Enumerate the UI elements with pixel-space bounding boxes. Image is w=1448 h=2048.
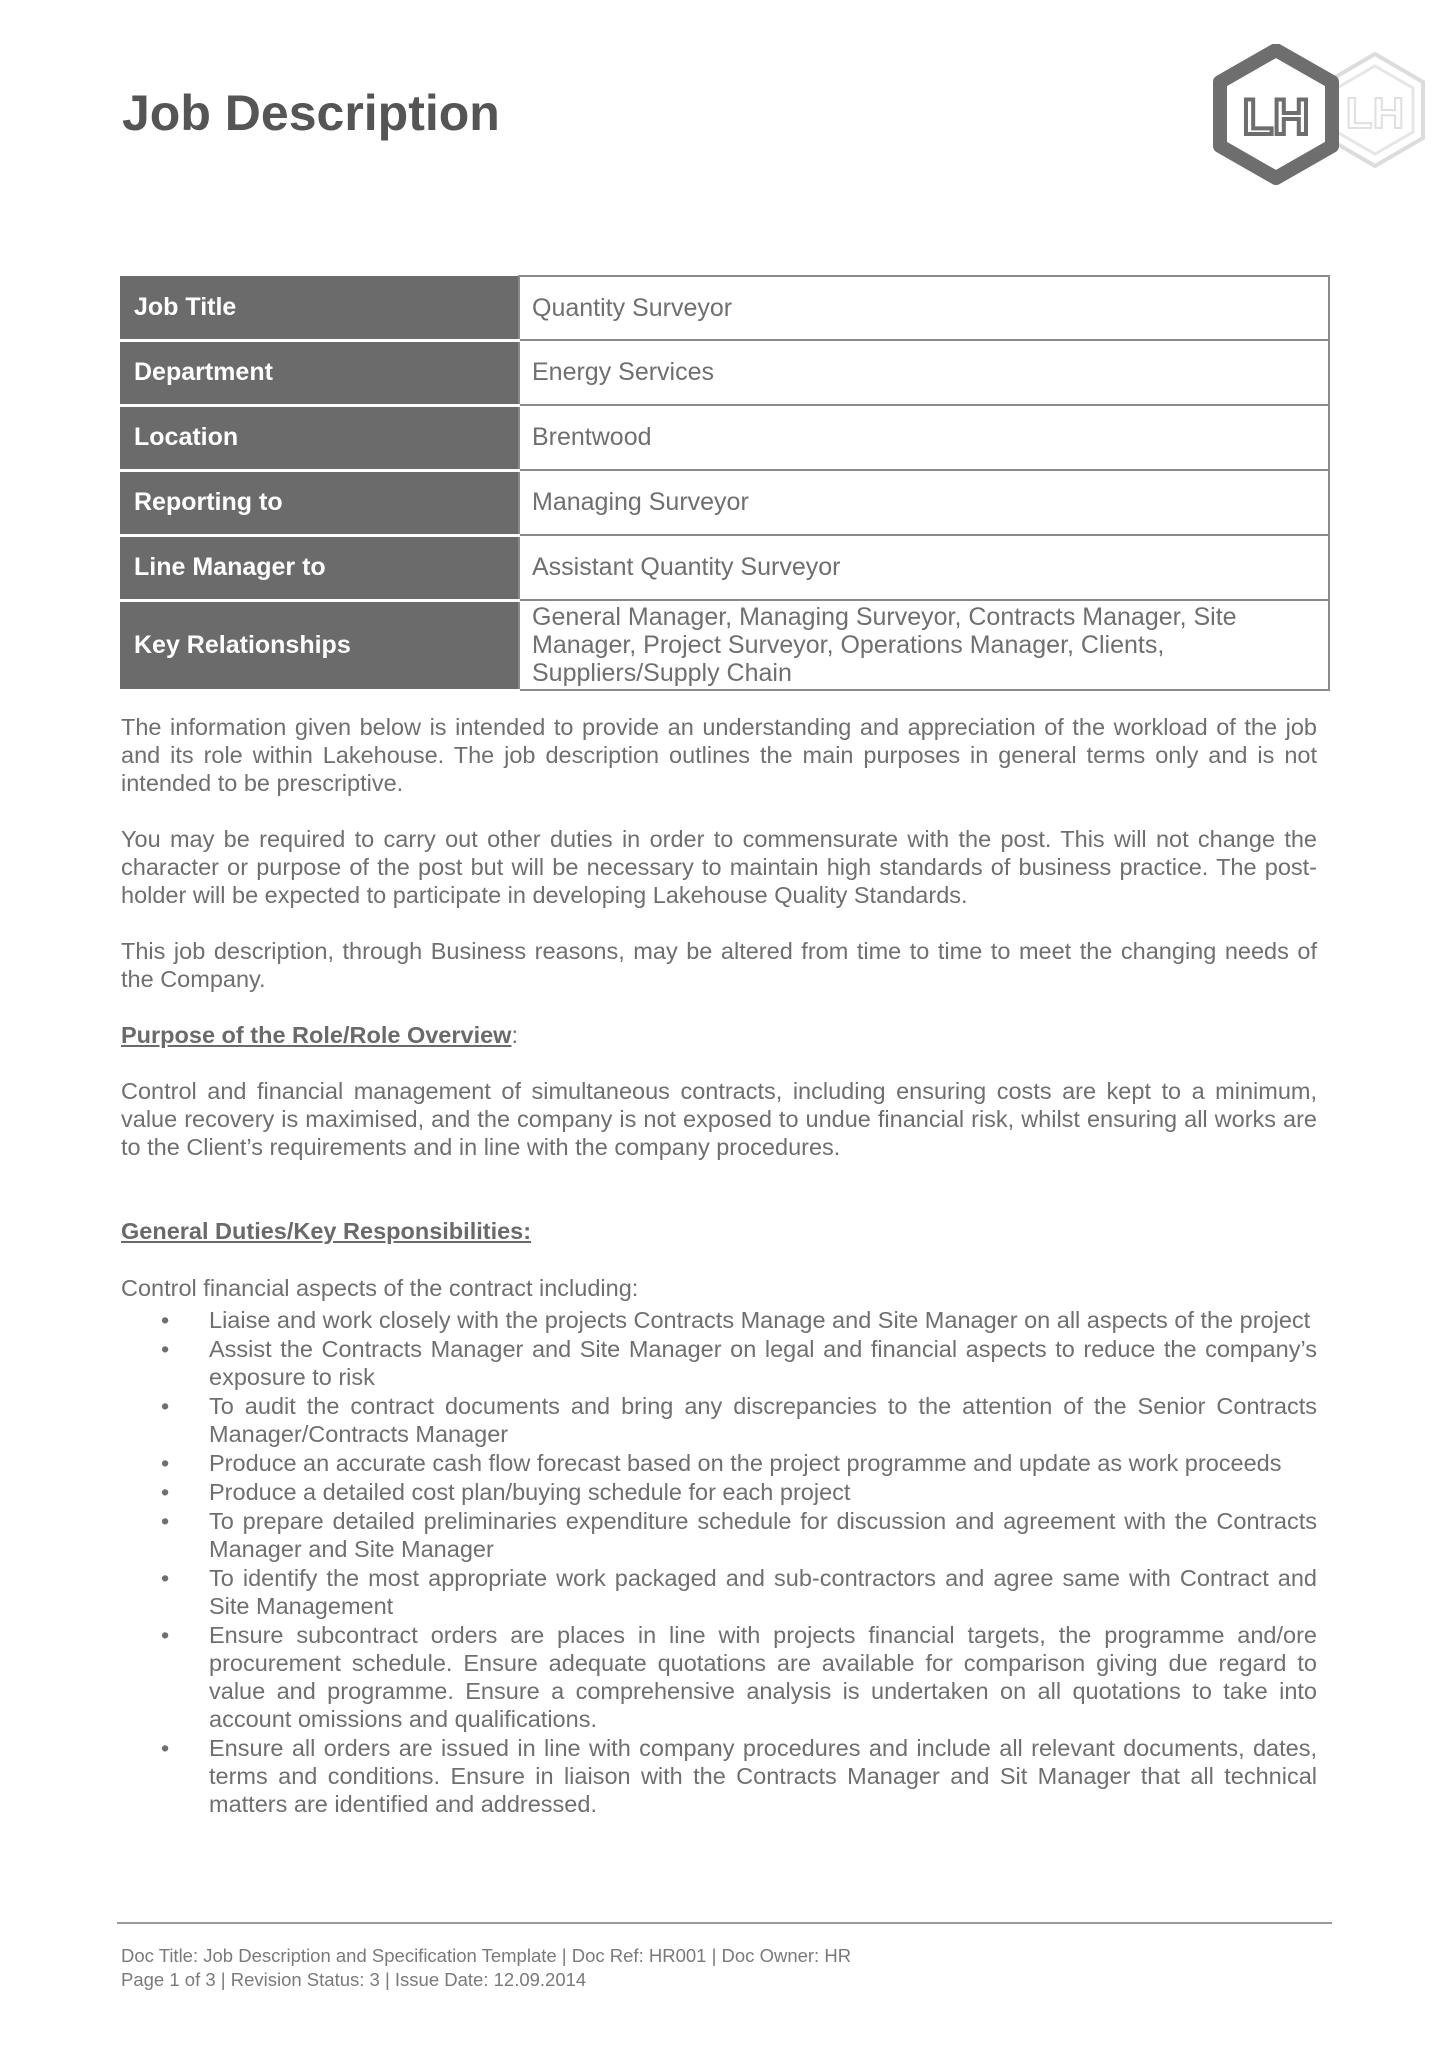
list-item-text: Assist the Contracts Manager and Site Manager on legal and financial aspects to reduce the company’s exposure to risk — [209, 1336, 1317, 1390]
list-item-text: Liaise and work closely with the projects Contracts Manage and Site Manager on all aspects of the project — [209, 1307, 1311, 1333]
list-item — [121, 1507, 1317, 1563]
reporting-to-value: Managing Surveyor — [519, 470, 1329, 535]
bullet-icon: • — [161, 1479, 170, 1505]
key-relationships-label: Key Relationships — [120, 600, 519, 690]
intro-paragraph-2 — [121, 825, 1317, 909]
svg-text:LH: LH — [1242, 89, 1310, 145]
bullet-icon: • — [161, 1622, 170, 1648]
duties-heading — [121, 1217, 1317, 1245]
duties-intro — [121, 1274, 1317, 1302]
table-row — [120, 600, 1329, 690]
bullet-icon: • — [161, 1450, 170, 1476]
table-row — [120, 340, 1329, 405]
duties-heading-text: General Duties/Key Responsibilities: — [121, 1218, 532, 1244]
intro-text-2: You may be required to carry out other duties in order to commensurate with the post. This will not change the character or purpose of the post but will be necessary to maintain high standards of business practice. The post-holder will be expected to participate in developing Lakehouse Quality Standards. — [121, 826, 1317, 908]
list-item — [121, 1449, 1317, 1477]
list-item — [121, 1335, 1317, 1391]
line-manager-to-value: Assistant Quantity Surveyor — [519, 535, 1329, 600]
list-item-text: To prepare detailed preliminaries expenditure schedule for discussion and agreement with the Contracts Manager and Site Manager — [209, 1508, 1317, 1562]
list-item — [121, 1306, 1317, 1334]
intro-paragraph-3 — [121, 937, 1317, 993]
table-row — [120, 405, 1329, 470]
job-title-label: Job Title — [120, 276, 519, 340]
list-item-text: To identify the most appropriate work packaged and sub-contractors and agree same with Contract and Site Management — [209, 1565, 1317, 1619]
bullet-icon: • — [161, 1336, 170, 1362]
list-item — [121, 1621, 1317, 1733]
list-item — [121, 1564, 1317, 1620]
bullet-icon: • — [161, 1307, 170, 1333]
table-row — [120, 535, 1329, 600]
list-item-text: To audit the contract documents and bring any discrepancies to the attention of the Senior Contracts Manager/Contracts Manager — [209, 1393, 1317, 1447]
list-item — [121, 1478, 1317, 1506]
table-row — [120, 470, 1329, 535]
bullet-icon: • — [161, 1735, 170, 1761]
table-row — [120, 276, 1329, 340]
purpose-heading-colon: : — [511, 1022, 518, 1048]
intro-text-3: This job description, through Business reasons, may be altered from time to time to meet the changing needs of the Company. — [121, 938, 1317, 992]
bullet-icon: • — [161, 1393, 170, 1419]
purpose-heading-text: Purpose of the Role/Role Overview — [121, 1022, 512, 1048]
location-label: Location — [120, 405, 519, 470]
line-manager-to-label: Line Manager to — [120, 535, 519, 600]
svg-text:LH: LH — [1345, 89, 1405, 138]
bullet-icon: • — [161, 1565, 170, 1591]
purpose-text: Control and financial management of simultaneous contracts, including ensuring costs are kept to a minimum, value recovery is maximised, and the company is not exposed to undue financial risk, whilst ensuring all works are to the Client’s requirements and in line with the company procedures. — [121, 1078, 1317, 1160]
footer-divider — [117, 1922, 1332, 1924]
department-value: Energy Services — [519, 340, 1329, 405]
footer-doc-info: Doc Title: Job Description and Specification Template | Doc Ref: HR001 | Doc Owner: HR — [121, 1945, 852, 1966]
lh-hexagon-logo-icon — [1212, 44, 1442, 194]
job-info-table — [120, 275, 1330, 692]
department-label: Department — [120, 340, 519, 405]
purpose-heading — [121, 1021, 1317, 1049]
list-item-text: Produce an accurate cash flow forecast based on the project programme and update as work proceeds — [209, 1450, 1282, 1476]
intro-text-1: The information given below is intended to provide an understanding and appreciation of the workload of the job and its role within Lakehouse. The job description outlines the main purposes in general terms only and is not intended to be prescriptive. — [121, 714, 1317, 796]
intro-paragraph-1 — [121, 713, 1317, 797]
location-value: Brentwood — [519, 405, 1329, 470]
duties-list — [121, 1306, 1317, 1819]
list-item-text: Ensure all orders are issued in line with company procedures and include all relevant documents, dates, terms and conditions. Ensure in liaison with the Contracts Manager and Sit Manager that all technical matters are identified and addressed. — [209, 1735, 1317, 1817]
list-item — [121, 1734, 1317, 1818]
reporting-to-label: Reporting to — [120, 470, 519, 535]
job-title-value: Quantity Surveyor — [519, 276, 1329, 340]
list-item-text: Produce a detailed cost plan/buying schedule for each project — [209, 1479, 851, 1505]
footer-page-info: Page 1 of 3 | Revision Status: 3 | Issue Date: 12.09.2014 — [121, 1969, 587, 1990]
list-item — [121, 1392, 1317, 1448]
key-relationships-value: General Manager, Managing Surveyor, Contracts Manager, Site Manager, Project Surveyor, Operations Manager, Clients, Suppliers/Supply Chain — [519, 600, 1329, 690]
purpose-paragraph — [121, 1077, 1317, 1161]
page-footer — [121, 1944, 851, 1992]
page-title: Job Description — [122, 85, 500, 141]
duties-intro-text: Control financial aspects of the contract including: — [121, 1275, 639, 1301]
list-item-text: Ensure subcontract orders are places in line with projects financial targets, the programme and/ore procurement schedule. Ensure adequate quotations are available for comparison giving due regard to value and programme. Ensure a comprehensive analysis is undertaken on all quotations to take into account omissions and qualifications. — [209, 1622, 1317, 1732]
bullet-icon: • — [161, 1508, 170, 1534]
